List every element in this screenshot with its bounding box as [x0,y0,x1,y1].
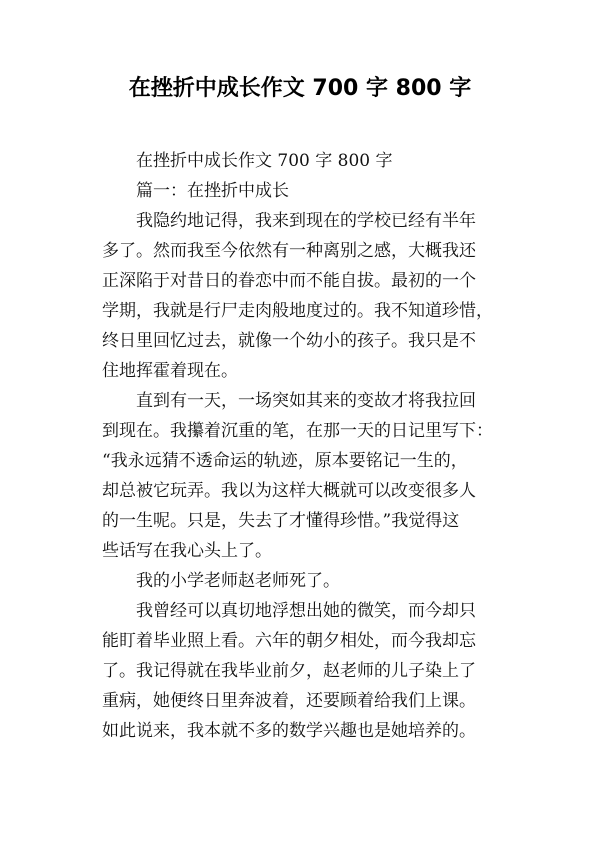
paragraph-line: 却总被它玩弄。我以为这样大概就可以改变很多人 [102,481,476,501]
paragraph-line: 重病，她便终日里奔波着，还要顾着给我们上课。 [102,691,476,711]
paragraph-line: 学期，我就是行尸走肉般地度过的。我不知道珍惜， [102,301,493,321]
document-title: 在挫折中成长作文 700 字 800 字 [128,76,472,101]
paragraph-line: 正深陷于对昔日的眷恋中而不能自拔。最初的一个 [102,271,476,291]
paragraph-line: 我的小学老师赵老师死了。 [136,571,340,591]
paragraph-line: 到现在。我攥着沉重的笔，在那一天的日记里写下： [102,421,493,441]
paragraph-line: 多了。然而我至今依然有一种离别之感，大概我还 [102,241,476,261]
document-body [102,146,498,746]
paragraph-line: 终日里回忆过去，就像一个幼小的孩子。我只是不 [102,331,476,351]
paragraph-line: 直到有一天，一场突如其来的变故才将我拉回 [136,391,476,411]
paragraph-line: 能盯着毕业照上看。六年的朝夕相处，而今我却忘 [102,631,476,651]
paragraph-line: 我曾经可以真切地浮想出她的微笑，而今却只 [136,601,476,621]
paragraph-line: 了。我记得就在我毕业前夕，赵老师的儿子染上了 [102,661,476,681]
paragraph-line: 些话写在我心头上了。 [102,541,272,561]
paragraph-line: 的一生呢。只是，失去了才懂得珍惜。”我觉得这 [102,511,460,531]
paragraph-line: 住地挥霍着现在。 [102,361,238,381]
paragraph-line: “我永远猜不透命运的轨迹，原本要铭记一生的， [102,451,468,471]
subtitle-line: 在挫折中成长作文 700 字 800 字 [136,151,393,171]
paragraph-line: 如此说来，我本就不多的数学兴趣也是她培养的。 [102,721,476,741]
paragraph-line: 我隐约地记得，我来到现在的学校已经有半年 [136,211,476,231]
chapter-heading: 篇一：在挫折中成长 [136,181,289,201]
